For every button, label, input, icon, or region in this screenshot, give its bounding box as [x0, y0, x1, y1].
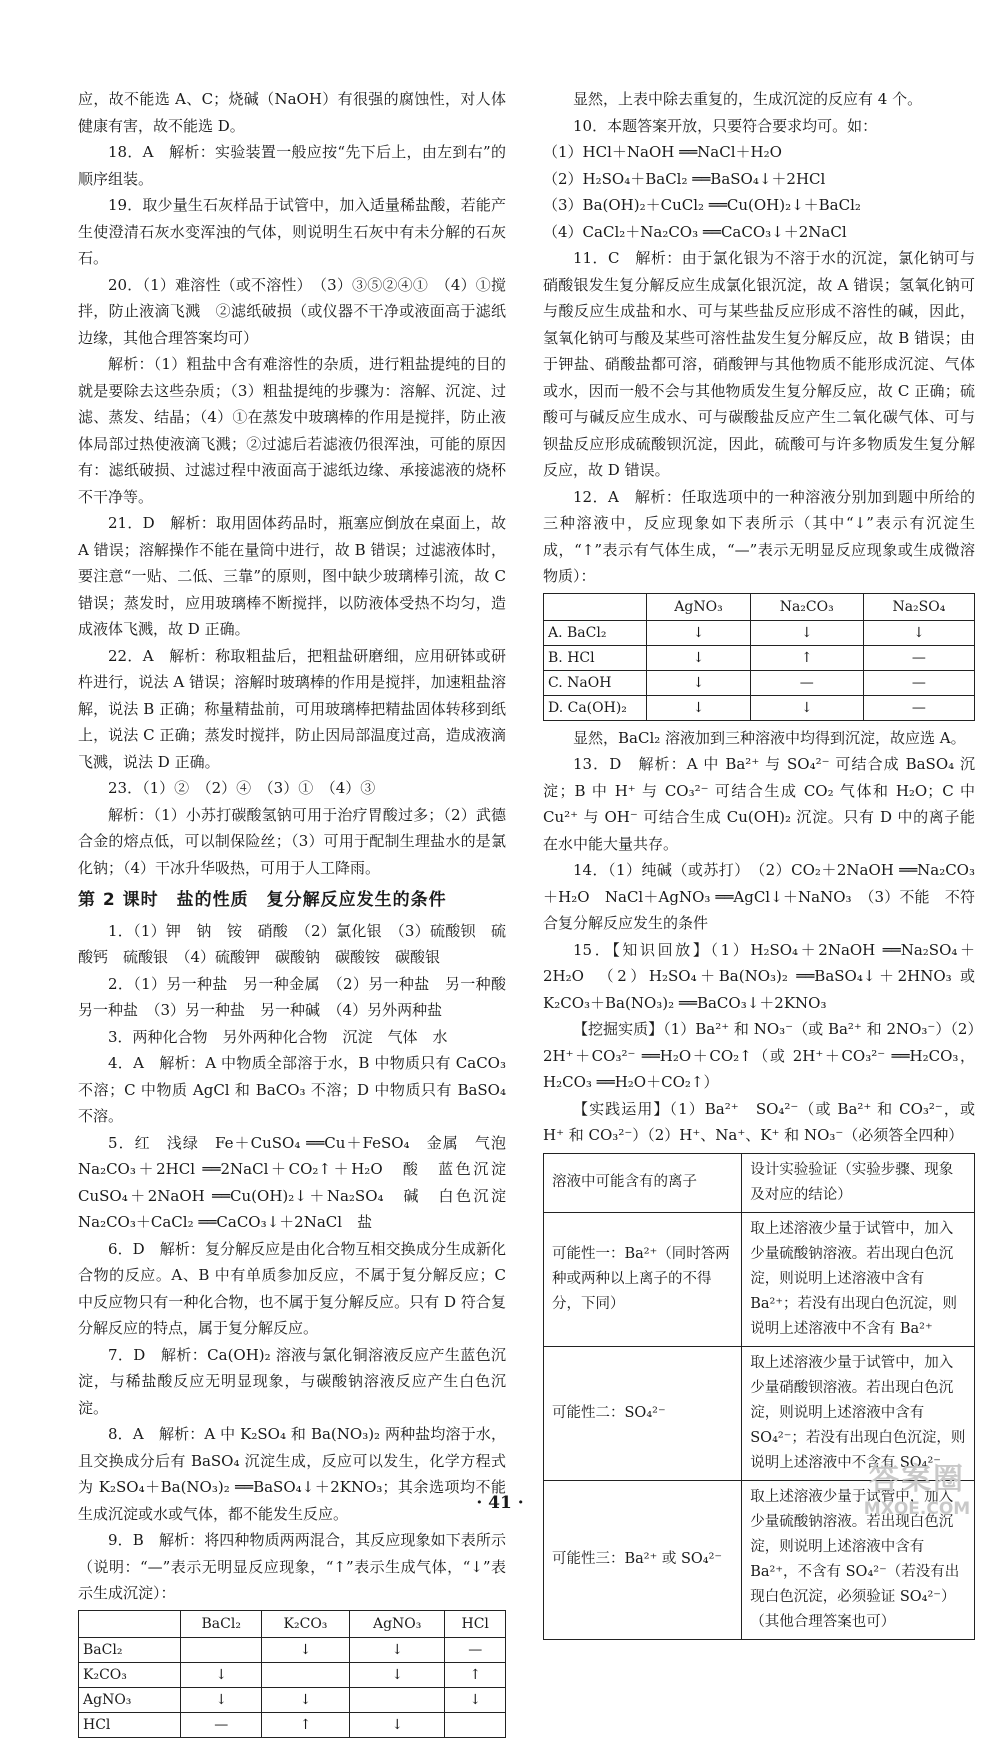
table-cell: 取上述溶液少量于试管中，加入少量硝酸钡溶液。若出现白色沉淀，则说明上述溶液中含有 SO₄²⁻；若没有出现白色沉淀，则说明上述溶液中不含有 SO₄²⁻	[742, 1346, 975, 1480]
answer-13: 13．D 解析：A 中 Ba²⁺ 与 SO₄²⁻ 可结合成 BaSO₄ 沉淀；B 中 H⁺ 与 CO₃²⁻ 可结合生成 CO₂ 气体和 H₂O；C 中 Cu²⁺ 与 OH⁻ 可结合生成 Cu(OH)₂ 沉淀。只有 D 中的离子能在水中能大量共存。	[543, 755, 975, 853]
table-header-cell: AgNO₃	[349, 1610, 444, 1637]
table-header-cell	[544, 593, 647, 620]
table-row	[544, 695, 975, 720]
table-cell: ↓	[647, 695, 750, 720]
table-row	[544, 645, 975, 670]
table-cell: —	[863, 645, 974, 670]
reaction-table-12	[543, 593, 975, 721]
table-cell: ↓	[262, 1637, 350, 1662]
equation-1: （1）HCl＋NaOH ══NaCl＋H₂O	[543, 143, 782, 161]
table-header-cell: K₂CO₃	[262, 1610, 350, 1637]
row-label: K₂CO₃	[79, 1662, 181, 1687]
table-cell: ↓	[647, 645, 750, 670]
table-cell	[349, 1687, 444, 1712]
answer-21: 21．D 解析：取用固体药品时，瓶塞应倒放在桌面上，故 A 错误；溶解操作不能在量筒中进行，故 B 错误；过滤液体时，要注意“一贴、二低、三靠”的原则，图中缺少玻璃棒引流，故 C 错误；蒸发时，应用玻璃棒不断搅拌，以防液体受热不均匀，造成液体飞溅，故 D 正确。	[78, 514, 506, 638]
lesson2-answer-7: 7．D 解析：Ca(OH)₂ 溶液与氯化铜溶液反应产生蓝色沉淀，与稀盐酸反应无明显现象，与碳酸钠溶液反应产生白色沉淀。	[78, 1345, 506, 1417]
table-header-cell	[79, 1610, 181, 1637]
lesson2-answer-3: 3．两种化合物 另外两种化合物 沉淀 气体 水	[108, 1027, 448, 1046]
table-cell: ↓	[349, 1712, 444, 1737]
table-row	[544, 1346, 975, 1480]
equation-2: （2）H₂SO₄＋BaCl₂ ══BaSO₄↓＋2HCl	[543, 169, 826, 188]
answer-20-analysis: 解析：（1）粗盐中含有难溶性的杂质，进行粗盐提纯的目的就是要除去这些杂质；（3）粗盐提纯的步骤为：溶解、沉淀、过滤、蒸发、结晶；（4）①在蒸发中玻璃棒的作用是搅拌，防止液体局部过热使液滴飞溅；②过滤后若滤液仍很浑浊，可能的原因有：滤纸破损、过滤过程中液面高于滤纸边缘、承接滤液的烧杯不干净等。	[78, 355, 506, 506]
table-cell	[181, 1637, 262, 1662]
table-row	[79, 1662, 506, 1687]
answer-23: 23．（1）② （2）④ （3）① （4）③	[108, 779, 376, 797]
ion-experiment-table	[543, 1153, 975, 1640]
table-cell: 取上述溶液少量于试管中，加入少量硫酸钠溶液。若出现白色沉淀，则说明上述溶液中含有 Ba²⁺，不含有 SO₄²⁻（若没有出现白色沉淀，必须验证 SO₄²⁻）（其他合理答案也可）	[742, 1480, 975, 1639]
table-cell: ↓	[647, 670, 750, 695]
table-cell: —	[863, 695, 974, 720]
table-header-row	[544, 1153, 975, 1212]
table-header-cell: 溶液中可能含有的离子	[544, 1153, 742, 1212]
answer-14: 14．（1）纯碱（或苏打） （2）CO₂＋2NaOH ══Na₂CO₃＋H₂O NaCl＋AgNO₃ ══AgCl↓＋NaNO₃ （3）不能 不符合复分解反应发生的条件	[543, 861, 975, 932]
answer-10: 10．本题答案开放，只要符合要求均可。如：	[573, 116, 878, 135]
reaction-table-9	[78, 1610, 506, 1738]
table-row	[79, 1687, 506, 1712]
table-cell: ↑	[750, 645, 863, 670]
table-cell: —	[750, 670, 863, 695]
table-cell: ↑	[262, 1712, 350, 1737]
table-header-cell: BaCl₂	[181, 1610, 262, 1637]
table-header-cell: Na₂SO₄	[863, 593, 974, 620]
answer-19: 19．取少量生石灰样品于试管中，加入适量稀盐酸，若能产生使澄清石灰水变浑浊的气体，则说明生石灰中有未分解的石灰石。	[78, 196, 506, 267]
table-cell: ↓	[750, 620, 863, 645]
table-cell: 可能性一：Ba²⁺（同时答两种或两种以上离子的不得分，下同）	[544, 1212, 742, 1346]
table-cell: ↓	[863, 620, 974, 645]
table-row	[79, 1712, 506, 1737]
table-header-row	[544, 593, 975, 620]
answer-20: 20．（1）难溶性（或不溶性） （3）③⑤②④① （4）①搅拌，防止液滴飞溅 ②滤纸破损（或仪器不干净或液面高于滤纸边缘，其他合理答案均可）	[78, 275, 506, 347]
table-cell: ↓	[181, 1687, 262, 1712]
row-label: B. HCl	[544, 645, 647, 670]
table-cell: ↓	[647, 620, 750, 645]
answer-12-conclusion: 显然，BaCl₂ 溶液加到三种溶液中均得到沉淀，故应选 A。	[573, 728, 966, 747]
table-cell	[262, 1662, 350, 1687]
table-header-row	[79, 1610, 506, 1637]
answer-15-practice: 【实践运用】（1）Ba²⁺ SO₄²⁻（或 Ba²⁺ 和 CO₃²⁻，或 H⁺ 和 CO₃²⁻）（2）H⁺、Na⁺、K⁺ 和 NO₃⁻（必须答全四种）	[543, 1099, 975, 1144]
answer-18: 18．A 解析：实验装置一般应按“先下后上，由左到右”的顺序组装。	[78, 143, 506, 188]
watermark-text: 答案圈	[869, 1462, 965, 1497]
answer-9-conclusion: 显然，上表中除去重复的，生成沉淀的反应有 4 个。	[573, 90, 923, 108]
table-header-cell: 设计实验验证（实验步骤、现象及对应的结论）	[742, 1153, 975, 1212]
table-cell: ↓	[750, 695, 863, 720]
answer-15-knowledge: 15．【知识回放】（1）H₂SO₄＋2NaOH ══Na₂SO₄＋2H₂O （2）H₂SO₄＋Ba(NO₃)₂ ══BaSO₄↓＋2HNO₃ 或 K₂CO₃＋Ba(NO₃)₂ ══BaCO₃↓＋2KNO₃	[543, 940, 975, 1012]
equation-4: （4）CaCl₂＋Na₂CO₃ ══CaCO₃↓＋2NaCl	[543, 222, 847, 241]
table-row	[544, 1212, 975, 1346]
table-row	[79, 1637, 506, 1662]
table-cell: 可能性二：SO₄²⁻	[544, 1346, 742, 1480]
table-cell: —	[445, 1637, 506, 1662]
lesson2-answer-2: 2．（1）另一种盐 另一种金属 （2）另一种盐 另一种酸 另一种盐 （3）另一种盐 另一种碱 （4）另外两种盐	[78, 974, 522, 1019]
answer-17-continued: 应，故不能选 A、C；烧碱（NaOH）有很强的腐蚀性，对人体健康有害，故不能选 D。	[78, 90, 506, 135]
row-label: AgNO₃	[79, 1687, 181, 1712]
watermark-logo	[842, 1462, 992, 1530]
table-cell: —	[863, 670, 974, 695]
watermark-url: MXQE.COM	[863, 1499, 971, 1519]
answer-22: 22．A 解析：称取粗盐后，把粗盐研磨细，应用研钵或研杵进行，说法 A 错误；溶解时玻璃棒的作用是搅拌，加速粗盐溶解，说法 B 正确；称量精盐前，可用玻璃棒把精盐固体转移到纸上，说法 C 正确；蒸发时搅拌，防止因局部温度过高，造成液滴飞溅，说法 D 正确。	[78, 646, 506, 771]
table-cell: 可能性三：Ba²⁺ 或 SO₄²⁻	[544, 1480, 742, 1639]
lesson2-answer-6: 6．D 解析：复分解反应是由化合物互相交换成分生成新化合物的反应。A、B 中有单质参加反应，不属于复分解反应；C 中反应物只有一种化合物，也不属于复分解反应。只有 D 符合复分解反应的特点，属于复分解反应。	[78, 1239, 506, 1337]
table-header-cell: AgNO₃	[647, 593, 750, 620]
row-label: C. NaOH	[544, 670, 647, 695]
answer-12: 12．A 解析：任取选项中的一种溶液分别加到题中所给的三种溶液中，反应现象如下表所示（其中“↓”表示有沉淀生成，“↑”表示有气体生成，“—”表示无明显反应现象或生成微溶物质）：	[543, 487, 975, 585]
row-label: D. Ca(OH)₂	[544, 695, 647, 720]
table-header-cell: Na₂CO₃	[750, 593, 863, 620]
table-cell: ↓	[181, 1662, 262, 1687]
answer-15-essence: 【挖掘实质】（1）Ba²⁺ 和 NO₃⁻（或 Ba²⁺ 和 2NO₃⁻）（2）2H⁺＋CO₃²⁻ ══H₂O＋CO₂↑（或 2H⁺＋CO₃²⁻ ══H₂CO₃，H₂CO₃ ══H₂O＋CO₂↑）	[543, 1020, 975, 1091]
table-cell: —	[181, 1712, 262, 1737]
right-column	[543, 86, 975, 1640]
table-row	[544, 670, 975, 695]
section-heading: 第 2 课时 盐的性质 复分解反应发生的条件	[78, 890, 447, 910]
lesson2-answer-1: 1．（1）钾 钠 铵 硝酸 （2）氯化银 （3）硫酸钡 硫酸钙 硫酸银 （4）硫酸钾 碳酸钠 碳酸铵 碳酸银	[78, 921, 506, 966]
table-cell: ↓	[445, 1687, 506, 1712]
table-cell: ↓	[262, 1687, 350, 1712]
row-label: BaCl₂	[79, 1637, 181, 1662]
row-label: A. BaCl₂	[544, 620, 647, 645]
equation-3: （3）Ba(OH)₂＋CuCl₂ ══Cu(OH)₂↓＋BaCl₂	[543, 196, 861, 214]
table-cell: ↑	[445, 1662, 506, 1687]
table-cell: ↓	[349, 1662, 444, 1687]
lesson2-answer-5: 5．红 浅绿 Fe＋CuSO₄ ══Cu＋FeSO₄ 金属 气泡 Na₂CO₃＋2HCl ══2NaCl＋CO₂↑＋H₂O 酸 蓝色沉淀 CuSO₄＋2NaOH ══Cu(OH)₂↓＋Na₂SO₄ 碱 白色沉淀 Na₂CO₃＋CaCl₂ ══CaCO₃↓＋2NaCl 盐	[78, 1133, 522, 1231]
table-cell: 取上述溶液少量于试管中，加入少量硫酸钠溶液。若出现白色沉淀，则说明上述溶液中含有 Ba²⁺；若没有出现白色沉淀，则说明上述溶液中不含有 Ba²⁺	[742, 1212, 975, 1346]
page-number: · 41 ·	[476, 1493, 524, 1513]
row-label: HCl	[79, 1712, 181, 1737]
answer-23-analysis: 解析：（1）小苏打碳酸氢钠可用于治疗胃酸过多；（2）武德合金的熔点低，可以制保险丝；（3）可用于配制生理盐水的是氯化钠；（4）干冰升华吸热，可用于人工降雨。	[78, 805, 506, 877]
lesson2-answer-9: 9．B 解析：将四种物质两两混合，其反应现象如下表所示（说明：“—”表示无明显反应现象，“↑”表示生成气体，“↓”表示生成沉淀）：	[78, 1531, 506, 1602]
table-cell	[445, 1712, 506, 1737]
lesson2-answer-8: 8．A 解析：A 中 K₂SO₄ 和 Ba(NO₃)₂ 两种盐均溶于水，且交换成分后有 BaSO₄ 沉淀生成，反应可以发生，化学方程式为 K₂SO₄＋Ba(NO₃)₂ ══BaSO₄↓＋2KNO₃；其余选项均不能生成沉淀或水或气体，都不能发生反应。	[78, 1425, 506, 1523]
answer-11: 11．C 解析：由于氯化银为不溶于水的沉淀，氯化钠可与硝酸银发生复分解反应生成氯化银沉淀，故 A 错误；氢氧化钠可与酸反应生成盐和水、可与某些盐反应形成不溶性的碱，因此，氢氧化钠可与酸及某些可溶性盐发生复分解反应，故 B 错误；由于钾盐、硝酸盐都可溶，硝酸钾与其他物质不能形成沉淀、气体或水，因而一般不会与其他物质发生复分解反应，故 C 正确；硫酸可与碱反应生成水、可与碳酸盐反应产生二氧化碳气体、可与钡盐反应形成硫酸钡沉淀，因此，硫酸可与许多物质发生复分解反应，故 D 错误。	[543, 249, 975, 479]
table-cell: ↓	[349, 1637, 444, 1662]
table-row	[544, 620, 975, 645]
table-header-cell: HCl	[445, 1610, 506, 1637]
lesson2-answer-4: 4．A 解析：A 中物质全部溶于水，B 中物质只有 CaCO₃ 不溶；C 中物质 AgCl 和 BaCO₃ 不溶；D 中物质只有 BaSO₄ 不溶。	[78, 1054, 506, 1125]
